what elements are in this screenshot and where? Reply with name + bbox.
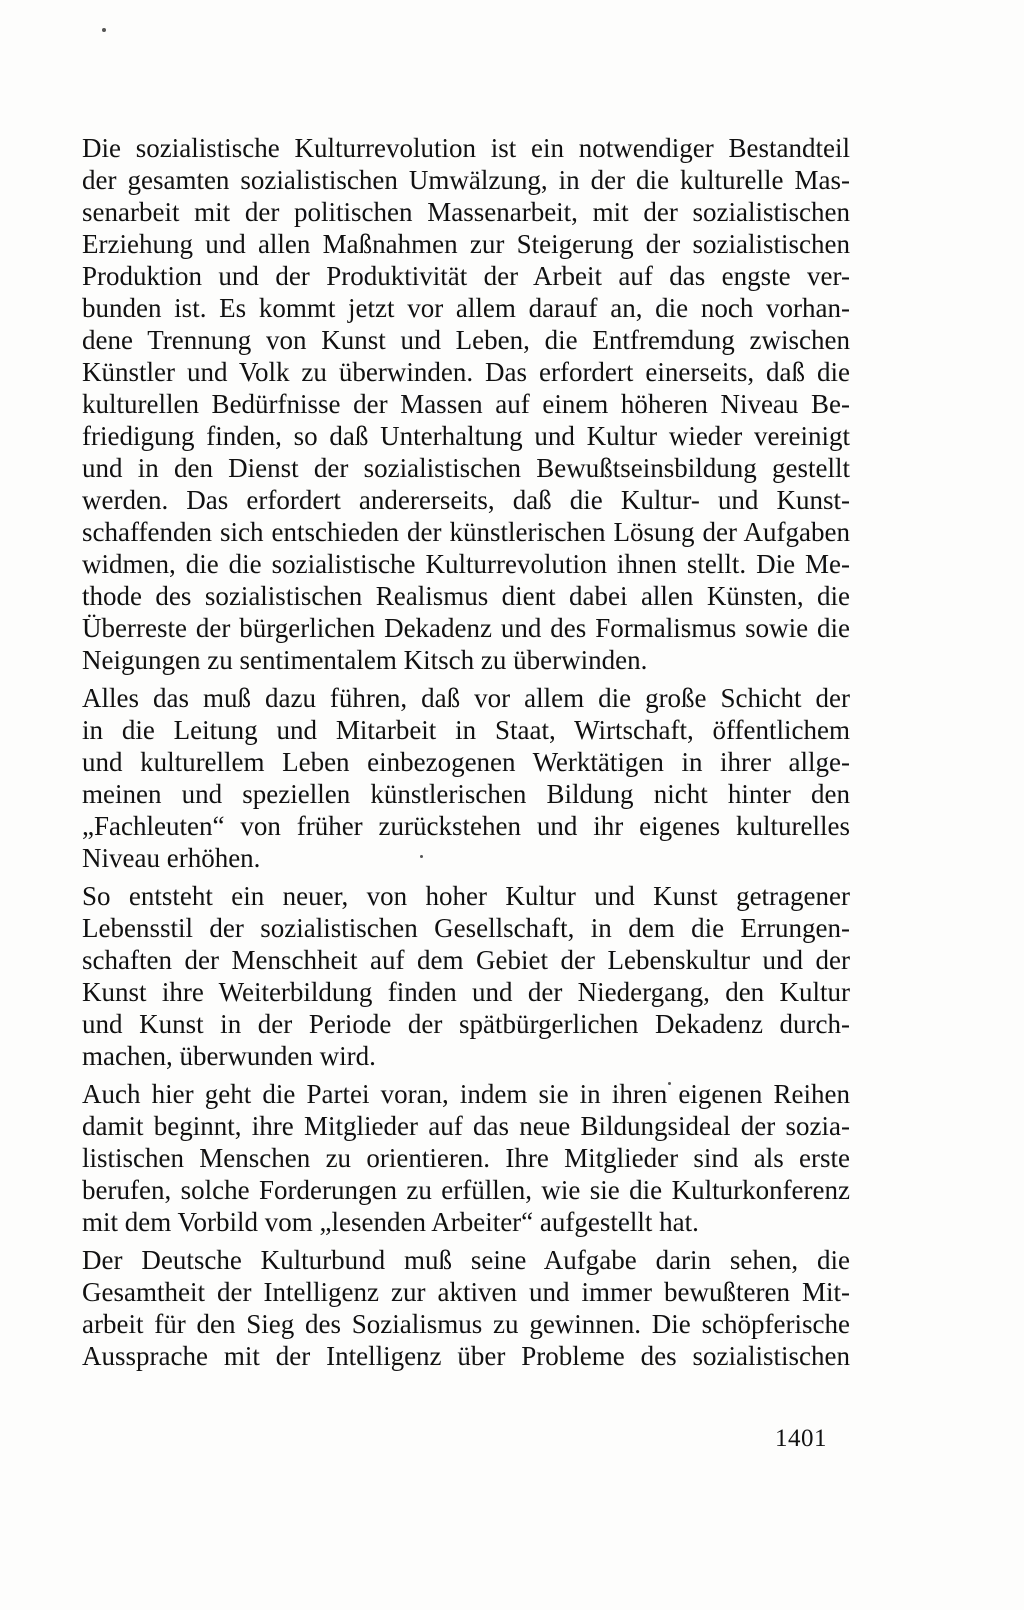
text-line: widmen, die die sozialistische Kulturrevolution ihnen stellt. Die Me- — [82, 549, 850, 579]
text-line: machen, überwunden wird. — [82, 1041, 376, 1071]
text-line: Auch hier geht die Partei voran, indem sie in ihren eigenen Reihen — [82, 1079, 850, 1109]
text-line: Aussprache mit der Intelligenz über Probleme des sozialistischen — [82, 1341, 850, 1371]
text-line: schaften der Menschheit auf dem Gebiet der Lebenskultur und der — [82, 945, 850, 975]
text-line: berufen, solche Forderungen zu erfüllen, wie sie die Kulturkonferenz — [82, 1175, 850, 1205]
text-line: in die Leitung und Mitarbeit in Staat, Wirtschaft, öffentlichem — [82, 715, 850, 745]
paragraph — [82, 1078, 850, 1238]
text-line: Die sozialistische Kulturrevolution ist ein notwendiger Bestandteil — [82, 133, 850, 163]
text-line: Künstler und Volk zu überwinden. Das erfordert einerseits, daß die — [82, 357, 850, 387]
text-line: Gesamtheit der Intelligenz zur aktiven und immer bewußteren Mit- — [82, 1277, 850, 1307]
text-line: damit beginnt, ihre Mitglieder auf das neue Bildungsideal der sozia- — [82, 1111, 850, 1141]
scan-speck — [102, 28, 106, 32]
text-line: Der Deutsche Kulturbund muß seine Aufgabe darin sehen, die — [82, 1245, 850, 1275]
text-line: „Fachleuten“ von früher zurückstehen und ihr eigenes kulturelles — [82, 811, 850, 841]
text-line: mit dem Vorbild vom „lesenden Arbeiter“ aufgestellt hat. — [82, 1207, 699, 1237]
text-line: und Kunst in der Periode der spätbürgerlichen Dekadenz durch- — [82, 1009, 850, 1039]
text-line: Niveau erhöhen. — [82, 843, 261, 873]
text-line: friedigung finden, so daß Unterhaltung und Kultur wieder vereinigt — [82, 421, 850, 451]
text-line: und kulturellem Leben einbezogenen Werktätigen in ihrer allge- — [82, 747, 850, 777]
body-text — [82, 132, 850, 1372]
text-line: meinen und speziellen künstlerischen Bildung nicht hinter den — [82, 779, 850, 809]
paragraph — [82, 132, 850, 676]
text-line: Neigungen zu sentimentalem Kitsch zu überwinden. — [82, 645, 648, 675]
paragraph — [82, 1244, 850, 1372]
text-line: thode des sozialistischen Realismus dient dabei allen Künsten, die — [82, 581, 850, 611]
text-line: bunden ist. Es kommt jetzt vor allem darauf an, die noch vorhan- — [82, 293, 850, 323]
page-number: 1401 — [775, 1425, 827, 1452]
text-line: der gesamten sozialistischen Umwälzung, in der die kulturelle Mas- — [82, 165, 850, 195]
text-line: werden. Das erfordert andererseits, daß die Kultur- und Kunst- — [82, 485, 850, 515]
text-line: listischen Menschen zu orientieren. Ihre Mitglieder sind als erste — [82, 1143, 850, 1173]
text-line: Produktion und der Produktivität der Arbeit auf das engste ver- — [82, 261, 850, 291]
text-line: Alles das muß dazu führen, daß vor allem die große Schicht der — [82, 683, 850, 713]
text-line: senarbeit mit der politischen Massenarbeit, mit der sozialistischen — [82, 197, 850, 227]
text-line: Erziehung und allen Maßnahmen zur Steigerung der sozialistischen — [82, 229, 850, 259]
text-line: arbeit für den Sieg des Sozialismus zu gewinnen. Die schöpferische — [82, 1309, 850, 1339]
text-line: kulturellen Bedürfnisse der Massen auf einem höheren Niveau Be- — [82, 389, 850, 419]
text-line: dene Trennung von Kunst und Leben, die Entfremdung zwischen — [82, 325, 850, 355]
paragraph — [82, 880, 850, 1072]
paragraph — [82, 682, 850, 874]
text-line: Überreste der bürgerlichen Dekadenz und des Formalismus sowie die — [82, 613, 850, 643]
text-line: und in den Dienst der sozialistischen Bewußtseinsbildung gestellt — [82, 453, 850, 483]
text-line: schaffenden sich entschieden der künstlerischen Lösung der Aufgaben — [82, 517, 850, 547]
text-line: Lebensstil der sozialistischen Gesellschaft, in dem die Errungen- — [82, 913, 850, 943]
text-line: So entsteht ein neuer, von hoher Kultur und Kunst getragener — [82, 881, 850, 911]
text-line: Kunst ihre Weiterbildung finden und der Niedergang, den Kultur — [82, 977, 850, 1007]
